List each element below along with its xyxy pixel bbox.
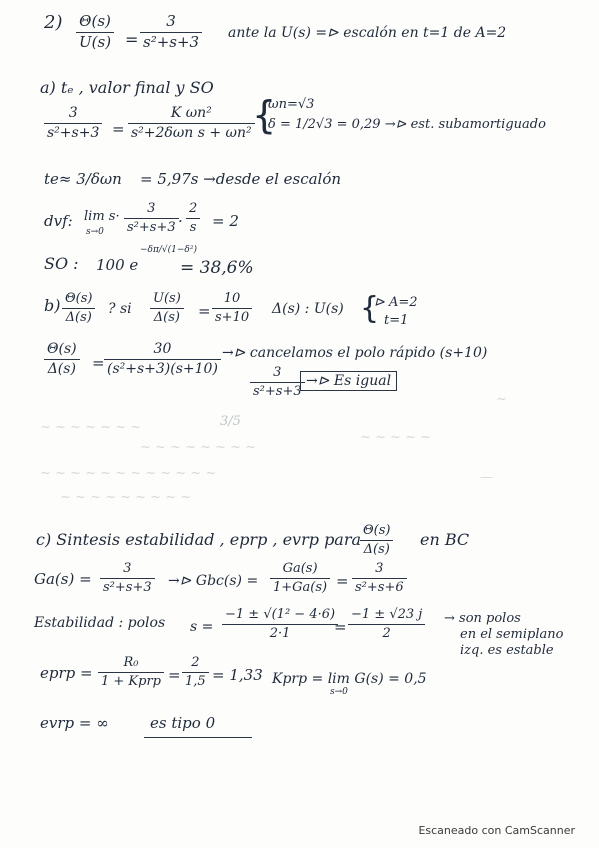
fraction-bar — [150, 308, 184, 309]
numerator: 3 — [147, 201, 156, 216]
left-brace: { — [360, 291, 380, 326]
combined-fraction — [104, 342, 221, 376]
numerator: Ga(s) — [282, 561, 318, 576]
denominator: 1 + Kprp — [101, 673, 161, 689]
stability-label: Estabilidad : polos — [34, 615, 166, 631]
part-b-label: b) — [44, 296, 61, 315]
multiply-dot: · — [178, 212, 183, 230]
fraction-bar — [44, 359, 80, 360]
numerator: −1 ± √23 j — [351, 607, 423, 622]
denominator: s²+s+3 — [127, 219, 176, 235]
stability-note-line1: → son polos — [444, 611, 521, 626]
bleed-through-mark: ~ ~ ~ ~ ~ ~ ~ ~ ~ — [60, 490, 192, 505]
fraction-bar — [250, 382, 305, 383]
numerator: 2 — [191, 655, 200, 670]
input-note: ante la U(s) =⊳ escalón en t=1 de A=2 — [228, 25, 507, 41]
open-loop-label: Ga(s) = — [34, 570, 92, 588]
numerator: 3 — [68, 105, 78, 121]
denominator: s²+s+6 — [355, 579, 404, 595]
bleed-through-mark: 3/5 — [220, 414, 241, 429]
numerator: −1 ± √(1² − 4·6) — [225, 607, 336, 622]
underline — [144, 737, 252, 738]
numerator: 3 — [123, 561, 132, 576]
numerator: U(s) — [153, 291, 181, 306]
equals-sign: = — [334, 618, 347, 636]
denominator: 1+Ga(s) — [273, 579, 328, 595]
fraction-bar — [62, 308, 95, 309]
overshoot-expression: 100 e — [96, 256, 139, 274]
kprp-subscript: s→0 — [330, 687, 348, 697]
natural-frequency: ωn=√3 — [268, 97, 315, 112]
numerator: Θ(s) — [47, 341, 77, 357]
final-value-result: = 2 — [212, 212, 239, 230]
equals-sign: = — [125, 30, 139, 49]
plant-numerator: 3 — [166, 12, 176, 30]
fraction-bar — [348, 624, 425, 625]
numerator: 3 — [375, 561, 384, 576]
eprp-formula — [98, 656, 164, 688]
fraction-bar — [212, 308, 252, 309]
fraction-bar — [222, 624, 338, 625]
cancel-pole-note: →⊳ cancelamos el polo rápido (s+10) — [222, 345, 488, 361]
denominator: s²+s+3 — [253, 383, 302, 399]
pole-values — [348, 608, 425, 640]
numerator: Θ(s) — [65, 291, 93, 306]
settling-time-rhs: = 5,97s →desde el escalón — [140, 170, 342, 188]
fraction-bar — [104, 359, 221, 360]
settling-time-lhs: te≈ 3/δωn — [44, 170, 122, 188]
denominator: s — [189, 219, 197, 235]
denominator: Δ(s) — [65, 309, 92, 325]
denominator: Δ(s) — [153, 309, 180, 325]
eprp-label: eprp = — [40, 664, 93, 682]
part-c-heading: c) Sintesis estabilidad , eprp , evrp para — [36, 530, 362, 549]
second-order-template — [128, 106, 255, 140]
plant-fraction — [140, 14, 202, 51]
limit-subscript: s→0 — [86, 227, 104, 237]
damping-ratio: δ = 1/2√3 = 0,29 →⊳ est. subamortiguado — [268, 117, 546, 132]
denominator: Δ(s) — [363, 541, 390, 557]
numerator: 30 — [153, 341, 172, 357]
quadratic-formula — [222, 608, 338, 640]
denominator: 1,5 — [185, 673, 206, 689]
scanner-watermark: Escaneado con CamScanner — [418, 824, 575, 837]
part-a-tf — [44, 106, 102, 140]
evrp-result: evrp = ∞ — [40, 714, 109, 732]
left-brace: { — [252, 93, 277, 137]
numerator: K ωn² — [170, 105, 212, 121]
es-igual-box: →⊳ Es igual — [300, 371, 397, 391]
equals-sign: = — [198, 302, 211, 320]
plant-denominator: s²+s+3 — [143, 32, 200, 51]
input-filter-fraction — [150, 292, 184, 324]
equals-sign: = — [336, 572, 349, 590]
numerator: 3 — [273, 365, 282, 380]
tf-fraction — [76, 14, 114, 51]
closed-loop-label: →⊳ Gbc(s) = — [168, 573, 259, 589]
numerator: Θ(s) — [363, 523, 391, 538]
fraction-bar — [98, 672, 164, 673]
bleed-through-mark: ~ ~ ~ ~ ~ ~ ~ — [40, 420, 142, 435]
denominator: Δ(s) — [47, 360, 76, 377]
tf-numerator: Θ(s) — [79, 12, 111, 30]
fraction-bar — [352, 578, 407, 579]
fraction-bar — [360, 540, 393, 541]
numerator: R₀ — [123, 655, 139, 670]
denominator: 2 — [382, 625, 391, 641]
final-value-fraction — [124, 202, 179, 234]
pole-variable: s = — [190, 619, 214, 635]
open-loop-fraction — [100, 562, 155, 594]
denominator: s+10 — [215, 309, 250, 325]
equals-sign: = — [112, 120, 125, 138]
bleed-through-mark: ~ ~ ~ ~ ~ ~ ~ ~ ~ ~ ~ ~ — [40, 466, 217, 481]
closed-loop-fraction — [352, 562, 407, 594]
closed-form-lhs — [44, 342, 80, 376]
part-c-heading-fraction — [360, 524, 393, 556]
part-a-heading: a) tₑ , valor final y SO — [40, 78, 214, 97]
overshoot-result: = 38,6% — [180, 258, 254, 278]
tf-denominator: U(s) — [79, 32, 112, 51]
bleed-through-mark: ~ ~ ~ ~ ~ ~ ~ ~ — [140, 440, 257, 455]
stability-note-line3: izq. es estable — [460, 643, 554, 658]
stability-note-line2: en el semiplano — [460, 627, 564, 642]
fraction-bar — [124, 218, 179, 219]
reduced-fraction — [250, 366, 305, 398]
denominator: (s²+s+3)(s+10) — [107, 360, 218, 377]
numerator: 2 — [189, 201, 198, 216]
question-note: ? si — [108, 301, 132, 317]
overshoot-exponent: −δπ/√(1−δ²) — [140, 245, 197, 255]
part-c-heading-end: en BC — [420, 530, 470, 549]
problem-number: 2) — [44, 12, 63, 33]
es-igual-result — [300, 374, 397, 388]
delta-note: Δ(s) : U(s) — [272, 301, 344, 317]
fraction-bar — [100, 578, 155, 579]
bleed-through-mark: ~ — [496, 392, 507, 407]
bleed-through-mark: — — [480, 470, 493, 485]
equals-sign: = — [92, 354, 105, 372]
fraction-bar — [182, 672, 209, 673]
equals-sign: = — [168, 666, 181, 684]
denominator: s²+s+3 — [103, 579, 152, 595]
final-value-label: dvf: — [44, 212, 73, 230]
step-fraction — [186, 202, 200, 234]
denominator: s²+s+3 — [47, 124, 100, 141]
time-note: t=1 — [384, 313, 409, 328]
numerator: 10 — [223, 291, 241, 306]
eprp-result: = 1,33 — [212, 666, 263, 684]
kprp-expression: Kprp = lim G(s) = 0,5 — [272, 671, 427, 687]
filter-fraction — [212, 292, 252, 324]
eprp-values — [182, 656, 209, 688]
fraction-bar — [128, 123, 255, 124]
overshoot-label: SO : — [44, 254, 79, 273]
denominator: s²+2δωn s + ωn² — [131, 124, 252, 141]
denominator: 2·1 — [269, 625, 291, 641]
fraction-bar — [270, 578, 330, 579]
part-b-target-fraction — [62, 292, 95, 324]
fraction-bar — [44, 123, 102, 124]
amplitude-note: ⊳ A=2 — [374, 295, 418, 310]
closed-loop-formula — [270, 562, 330, 594]
fraction-bar — [186, 218, 200, 219]
system-type-note: es tipo 0 — [150, 714, 216, 732]
limit-expression: lim s· — [84, 209, 120, 224]
bleed-through-mark: ~ ~ ~ ~ ~ — [360, 430, 431, 445]
